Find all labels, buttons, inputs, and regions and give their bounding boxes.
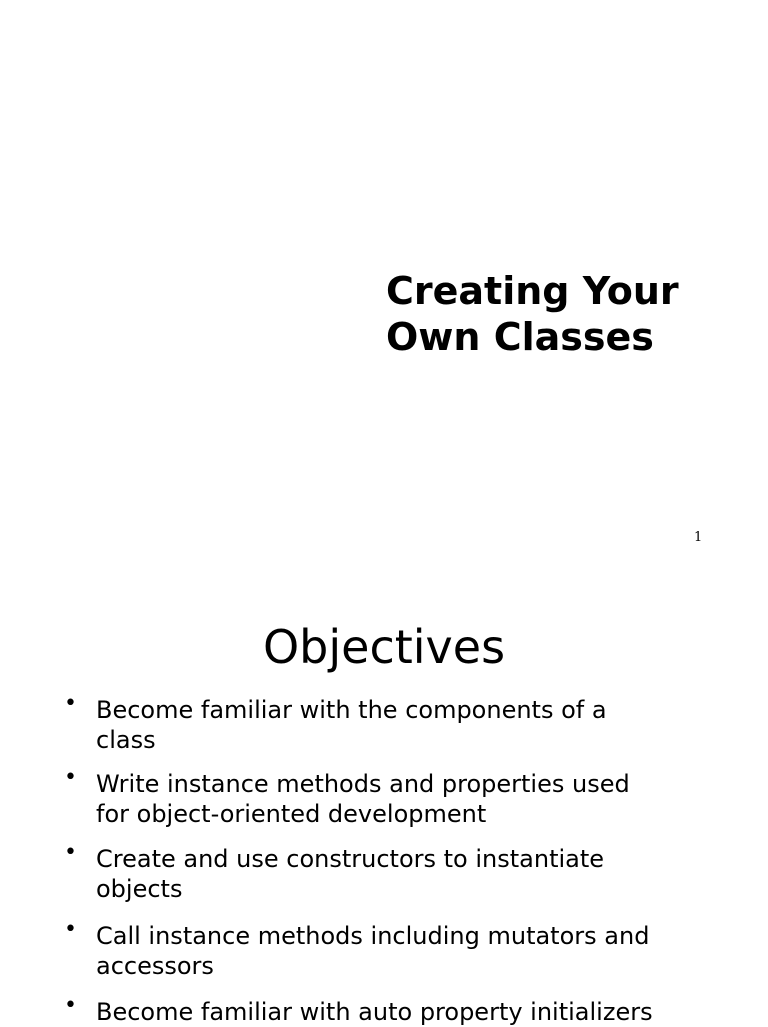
deck-title-line-2: Own Classes bbox=[386, 315, 654, 359]
objective-line: objects bbox=[96, 875, 183, 903]
objective-line: Become familiar with the components of a bbox=[96, 696, 607, 724]
objectives-slide bbox=[0, 576, 768, 1024]
objectives-heading: Objectives bbox=[262, 620, 506, 674]
deck-title-line-1: Creating Your bbox=[386, 269, 679, 313]
objective-line: accessors bbox=[96, 952, 214, 980]
page-number: 1 bbox=[694, 530, 703, 545]
objective-text bbox=[96, 921, 696, 981]
objective-text bbox=[96, 844, 696, 904]
objective-line: Become familiar with auto property initializers bbox=[96, 998, 653, 1026]
objective-line: class bbox=[96, 726, 156, 754]
bullet-icon: • bbox=[64, 917, 77, 942]
deck-title bbox=[386, 268, 746, 360]
bullet-icon: • bbox=[64, 691, 77, 716]
bullet-icon: • bbox=[64, 765, 77, 790]
objective-line: Call instance methods including mutators and bbox=[96, 922, 650, 950]
bullet-icon: • bbox=[64, 993, 77, 1018]
bullet-icon: • bbox=[64, 840, 77, 865]
objective-text bbox=[96, 769, 696, 829]
objective-text bbox=[96, 997, 696, 1027]
objective-line: Create and use constructors to instantiate bbox=[96, 845, 605, 873]
objective-line: for object-oriented development bbox=[96, 800, 487, 828]
objective-line: Write instance methods and properties used bbox=[96, 770, 630, 798]
objective-text bbox=[96, 695, 696, 755]
